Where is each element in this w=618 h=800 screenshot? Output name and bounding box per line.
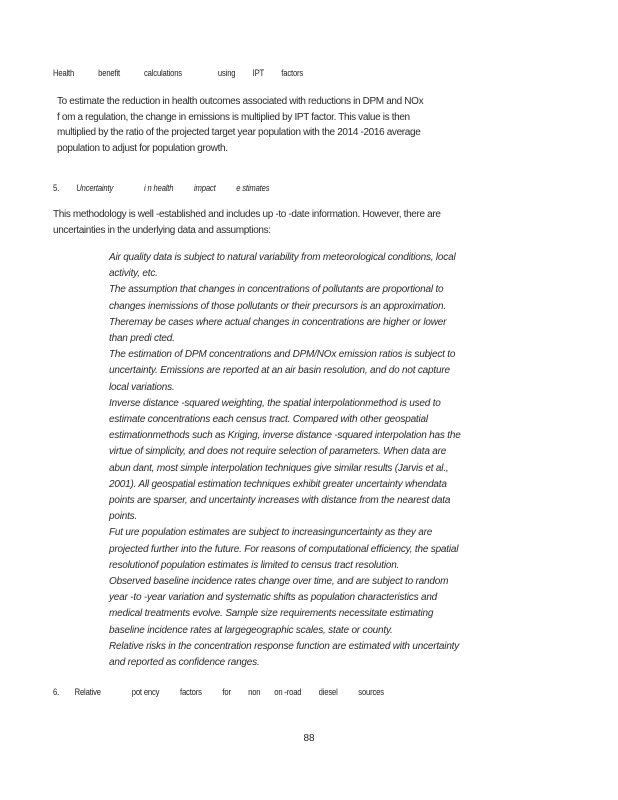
heading-word: IPT	[252, 68, 265, 78]
uncertainty-bullet-list	[88, 250, 558, 671]
bullet-line: Relative risks in the concentration response function are estimated with uncertainty	[109, 640, 460, 652]
bullet-line: activity, etc.	[109, 268, 158, 280]
heading-word: factors	[281, 68, 304, 78]
bullet-line: The estimation of DPM concentrations and DPM/NOx emission ratios is subject to	[109, 349, 456, 361]
heading-word: sources	[358, 687, 384, 697]
paragraph-line: f om a regulation, the change in emissions is multiplied by IPT factor. This value is then	[57, 111, 410, 123]
section-heading-relative-potency	[53, 687, 406, 697]
heading-word: Relative	[74, 687, 101, 697]
bullet-line: year -to -year variation and systematic shifts as population characteristics and	[109, 592, 438, 604]
bullet-item	[88, 574, 558, 639]
section-heading-health-benefit	[53, 68, 325, 78]
heading-word: factors	[179, 687, 202, 697]
heading-word: i n health	[144, 183, 174, 193]
bullet-line: uncertainty. Emissions are reported at an air basin resolution, and do not capture	[109, 365, 450, 377]
bullet-line: medical treatments evolve. Sample size requirements necessitate estimating	[109, 608, 434, 620]
heading-word: Health	[53, 68, 75, 78]
heading-word: Uncertainty	[76, 183, 114, 193]
section-heading-uncertainty	[53, 183, 291, 193]
heading-word: e stimates	[236, 183, 270, 193]
bullet-line: virtue of simplicity, and does not require selection of parameters. When data are	[109, 446, 447, 458]
uncertainty-intro-paragraph	[53, 207, 441, 238]
bullet-line: points are sparser, and uncertainty increases with distance from the nearest data	[109, 495, 451, 507]
bullet-line: Air quality data is subject to natural variability from meteorological conditions, local	[109, 252, 456, 263]
bullet-line: projected further into the future. For reasons of computational efficiency, the spatial	[109, 543, 459, 555]
bullet-line: points.	[109, 511, 138, 523]
heading-word: using	[217, 68, 236, 78]
bullet-item	[88, 250, 558, 282]
bullet-line: Fut ure population estimates are subject to increasinguncertainty as they are	[109, 527, 433, 539]
bullet-line: changes inemissions of those pollutants or their precursors is an approximation.	[109, 300, 446, 312]
intro-paragraph	[57, 94, 423, 156]
section-number: 5.	[53, 183, 60, 193]
heading-word: non	[248, 687, 261, 697]
bullet-item	[88, 639, 558, 671]
heading-word: diesel	[318, 687, 338, 697]
bullet-line: local variations.	[109, 381, 175, 393]
bullet-line: estimate concentrations each census tract. Compared with other geospatial	[109, 414, 428, 426]
paragraph-line: To estimate the reduction in health outcomes associated with reductions in DPM and NOx	[57, 96, 424, 107]
bullet-item	[88, 525, 558, 574]
bullet-line: The assumption that changes in concentrations of pollutants are proportional to	[109, 284, 444, 296]
bullet-line: baseline incidence rates at largegeographic scales, state or county.	[109, 624, 393, 636]
heading-word: calculations	[144, 68, 182, 78]
heading-word: for	[222, 687, 231, 697]
bullet-item	[88, 396, 558, 526]
bullet-line: estimationmethods such as Kriging, inverse distance -squared interpolation has the	[109, 430, 461, 442]
bullet-item	[88, 347, 558, 396]
heading-word: impact	[194, 183, 216, 193]
bullet-line: Observed baseline incidence rates change over time, and are subject to random	[109, 576, 449, 588]
bullet-item	[88, 282, 558, 347]
paragraph-line: population to adjust for population growth.	[57, 142, 228, 154]
bullet-line: and reported as confidence ranges.	[109, 657, 260, 669]
bullet-line: Inverse distance -squared weighting, the spatial interpolationmethod is used to	[109, 397, 441, 409]
bullet-line: 2001). All geospatial estimation techniques exhibit greater uncertainty whendata	[109, 478, 447, 490]
heading-word: pot ency	[131, 687, 160, 697]
page-number: 88	[303, 733, 315, 744]
bullet-line: resolutionof population estimates is limited to census tract resolution.	[109, 559, 400, 571]
paragraph-line: uncertainties in the underlying data and assumptions:	[53, 224, 271, 236]
section-number: 6.	[53, 687, 60, 697]
heading-word: benefit	[98, 68, 120, 78]
bullet-line: abun dant, most simple interpolation techniques give similar results (Jarvis et al.,	[109, 462, 449, 474]
paragraph-line: multiplied by the ratio of the projected target year population with the 2014 -2016 average	[57, 127, 421, 138]
bullet-line: Theremay be cases where actual changes in concentrations are higher or lower	[109, 316, 447, 328]
paragraph-line: This methodology is well -established and includes up -to -date information. However, there are	[53, 209, 441, 220]
heading-word: on -road	[274, 687, 302, 697]
bullet-line: than predi cted.	[109, 333, 175, 345]
